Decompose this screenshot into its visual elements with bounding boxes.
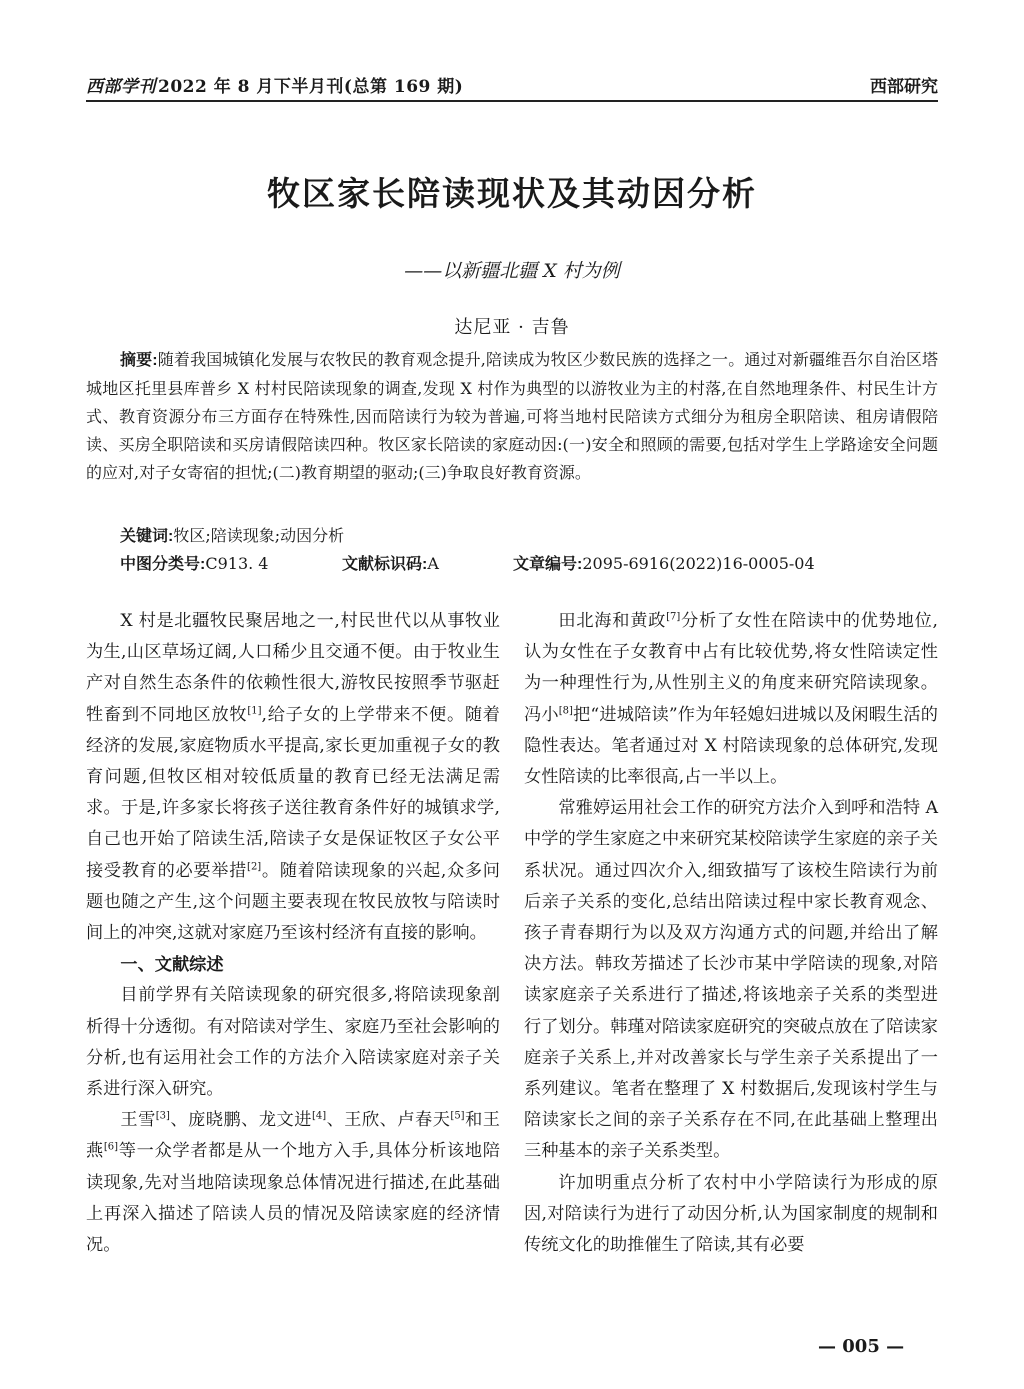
section-name: 西部研究 [870, 77, 938, 96]
text-run: X 村是北疆牧民聚居地之一,村民世代以从事牧业为生,山区草场辽阔,人口稀少且交通不便。由于牧业生产对自然生态条件的依赖性很大,游牧民按照季节驱赶牲畜到不同地区放牧 [86, 611, 500, 725]
journal-issue-line [86, 72, 463, 97]
citation-ref[interactable]: [7] [666, 611, 681, 623]
paragraph: 目前学界有关陪读现象的研究很多,将陪读现象剖析得十分透彻。有对陪读对学生、家庭乃至社会影响的分析,也有运用社会工作的方法介入陪读家庭对亲子关系进行深入研究。 [86, 985, 500, 1100]
clc-label: 中图分类号: [120, 556, 206, 573]
section-heading: 一、文献综述 [120, 954, 224, 975]
article-title: 牧区家长陪读现状及其动因分析 [267, 174, 757, 213]
clc-value: C913. 4 [205, 554, 269, 573]
keywords [120, 522, 938, 551]
citation-ref[interactable]: [6] [103, 1141, 119, 1153]
keywords-label: 关键词: [120, 528, 174, 545]
article-subtitle: ——以新疆北疆 X 村为例 [404, 260, 620, 282]
text-run: ,给子女的上学带来不便。随着经济的发展,家庭物质水平提高,家长更加重视子女的教育问题,但牧区相对较低质量的教育已经无法满足需求。于是,许多家长将孩子送往教育条件好的城镇求学,自己也开始了陪读生活,陪读子女是保证牧区子女公平接受教育的必要举措 [86, 704, 500, 881]
text-run: 、王欣、卢春天 [326, 1110, 451, 1131]
classification-row [120, 550, 938, 578]
body-column-right [524, 606, 938, 1261]
citation-ref[interactable]: [8] [558, 704, 573, 716]
citation-ref[interactable]: [1] [247, 704, 262, 716]
text-run: 田北海和黄政 [558, 611, 667, 631]
abstract-text: 随着我国城镇化发展与农牧民的教育观念提升,陪读成为牧区少数民族的选择之一。通过对新疆维吾尔自治区塔城地区托里县库普乡 X 村村民陪读现象的调查,发现 X 村作为典型的以游牧业为主的村落,在自然地理条件、村民生计方式、教育资源分布三方面存在特殊性,因而陪读行为较为普遍,可将当地村民陪读方式细分为租房全职陪读、租房请假陪读、买房全职陪读和买房请假陪读四种。牧区家长陪读的家庭动因:(一)安全和照顾的需要,包括对学生上学路途安全问题的应对,对子女寄宿的担忧;(二)教育期望的驱动;(三)争取良好教育资源。 [86, 350, 938, 482]
abstract [86, 346, 938, 487]
text-run: 等一众学者都是从一个地方入手,具体分析该地陪读现象,先对当地陪读现象总体情况进行描述,在此基础上再深入描述了陪读人员的情况及陪读家庭的经济情况。 [86, 1141, 500, 1256]
journal-logo: 西部学刊 [86, 77, 156, 97]
citation-ref[interactable]: [2] [247, 860, 262, 872]
page-number: — 005 — [818, 1336, 905, 1357]
running-header [86, 70, 938, 102]
issue-info: 2022 年 8 月下半月刊(总第 169 期) [158, 77, 464, 97]
text-run: 把“进城陪读”作为年轻媳妇进城以及闲暇生活的隐性表达。笔者通过对 X 村陪读现象的总体研究,发现女性陪读的比率很高,占一半以上。 [524, 704, 938, 788]
paragraph [524, 606, 938, 793]
author-name: 达尼亚 · 吉鲁 [454, 317, 570, 338]
text-run: 王雪 [120, 1110, 156, 1131]
paragraph [86, 606, 500, 949]
abstract-label: 摘要: [120, 352, 158, 369]
paragraph: 许加明重点分析了农村中小学陪读行为形成的原因,对陪读行为进行了动因分析,认为国家制度的规制和传统文化的助推催生了陪读,其有必要 [524, 1172, 938, 1256]
citation-ref[interactable]: [5] [450, 1110, 465, 1122]
citation-ref[interactable]: [3] [155, 1110, 170, 1122]
keywords-text: 牧区;陪读现象;动因分析 [173, 526, 345, 545]
article-number-label: 文章编号: [513, 556, 583, 573]
citation-ref[interactable]: [4] [311, 1110, 327, 1122]
document-code-value: A [427, 554, 439, 573]
document-code-label: 文献标识码: [342, 556, 428, 573]
paragraph [86, 1105, 500, 1261]
text-run: 分析了女性在陪读中的优势地位,认为女性在子女教育中占有比较优势,将女性陪读定性为一种理性行为,从性别主义的角度来研究陪读现象。冯小 [524, 611, 938, 725]
text-run: 、庞晓鹏、龙文进 [169, 1110, 312, 1131]
paragraph: 常雅婷运用社会工作的研究方法介入到呼和浩特 A 中学的学生家庭之中来研究某校陪读学生家庭的亲子关系状况。通过四次介入,细致描写了该校生陪读行为前后亲子关系的变化,总结出陪读过程中家长教育观念、孩子青春期行为以及双方沟通方式的问题,并给出了解决方法。韩玫芳描述了长沙市某中学陪读的现象,对陪读家庭亲子关系进行了描述,将该地亲子关系的类型进行了划分。韩瑾对陪读家庭研究的突破点放在了陪读家庭亲子关系上,并对改善家长与学生亲子关系提出了一系列建议。笔者在整理了 X 村数据后,发现该村学生与陪读家长之间的亲子关系存在不同,在此基础上整理出三种基本的亲子关系类型。 [524, 798, 938, 1162]
clc-number [120, 550, 268, 579]
text-run: 。随着陪读现象的兴起,众多问题也随之产生,这个问题主要表现在牧民放牧与陪读时间上的冲突,这就对家庭乃至该村经济有直接的影响。 [86, 860, 500, 944]
body-column-left [86, 606, 500, 1261]
article-number-value: 2095-6916(2022)16-0005-04 [582, 554, 815, 573]
text-run: 和王燕 [86, 1110, 500, 1162]
article-number [513, 550, 815, 579]
document-code [342, 550, 439, 579]
